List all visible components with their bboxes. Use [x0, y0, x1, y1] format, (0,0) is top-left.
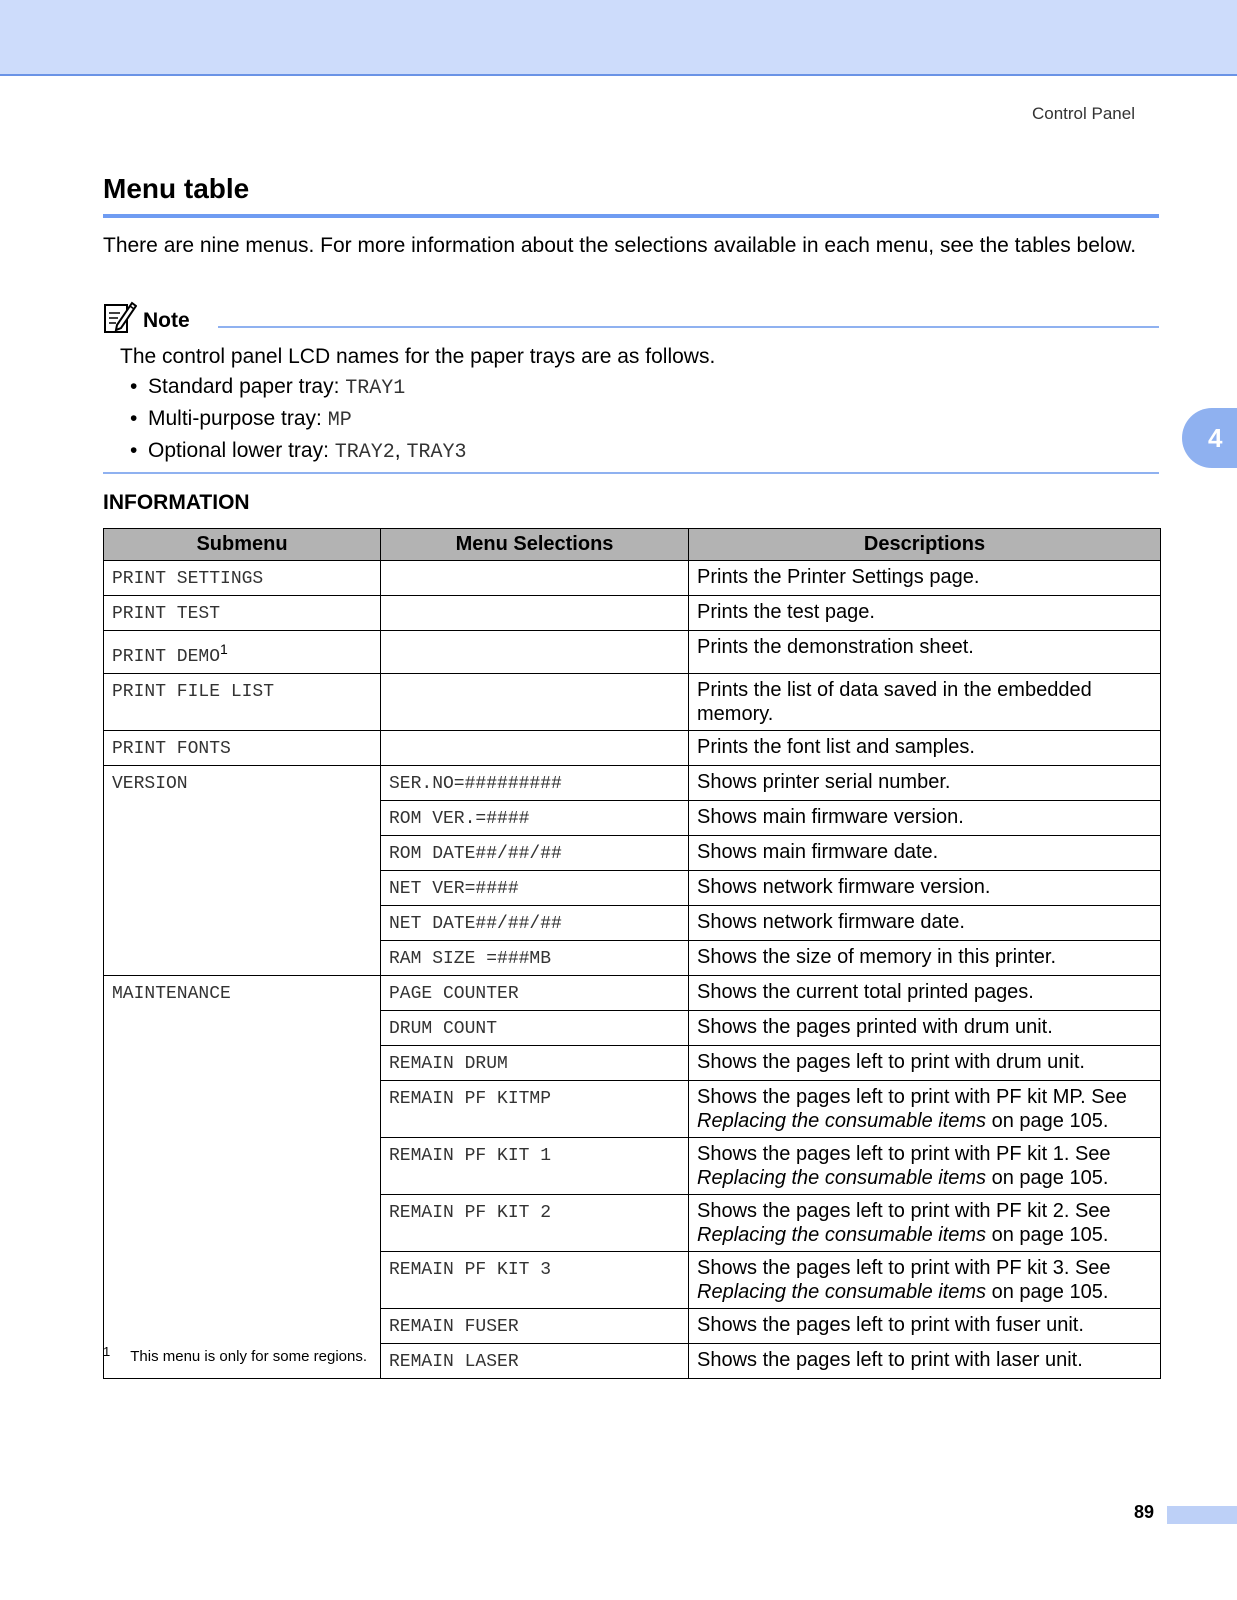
- submenu-cell: MAINTENANCE: [104, 976, 381, 1379]
- selection-cell: REMAIN PF KIT 2: [381, 1195, 689, 1252]
- chapter-tab: 4: [1182, 408, 1237, 468]
- title-rule: [103, 214, 1159, 218]
- selection-cell: REMAIN LASER: [381, 1344, 689, 1379]
- table-row: [104, 674, 1161, 731]
- description-cell: Shows network firmware version.: [689, 871, 1161, 906]
- submenu-cell: PRINT FONTS: [104, 731, 381, 766]
- selection-cell: REMAIN PF KIT 3: [381, 1252, 689, 1309]
- selection-cell: [381, 631, 689, 674]
- description-cell: Shows the pages left to print with laser unit.: [689, 1344, 1161, 1379]
- top-header-band: [0, 0, 1237, 76]
- selection-cell: [381, 731, 689, 766]
- note-end-rule: [103, 472, 1159, 474]
- note-item: • Standard paper tray: TRAY1: [130, 372, 715, 404]
- description-cell: Prints the demonstration sheet.: [689, 631, 1161, 674]
- selection-cell: REMAIN DRUM: [381, 1046, 689, 1081]
- description-cell: Prints the font list and samples.: [689, 731, 1161, 766]
- description-cell: Shows the pages left to print with drum unit.: [689, 1046, 1161, 1081]
- description-cell: Prints the test page.: [689, 596, 1161, 631]
- description-cell: Shows main firmware version.: [689, 801, 1161, 836]
- tray-code: TRAY3: [406, 441, 467, 464]
- table-row: [104, 976, 1161, 1011]
- description-cell: Shows the pages printed with drum unit.: [689, 1011, 1161, 1046]
- column-header: Submenu: [104, 529, 381, 561]
- tray-code: MP: [327, 409, 352, 432]
- description-cell: Shows the size of memory in this printer.: [689, 941, 1161, 976]
- note-lead: The control panel LCD names for the paper trays are as follows.: [120, 345, 716, 368]
- cross-reference: Replacing the consumable items: [697, 1224, 987, 1246]
- table-row: [104, 631, 1161, 674]
- cross-reference: Replacing the consumable items: [697, 1110, 987, 1132]
- note-pencil-icon: [103, 299, 137, 335]
- table-row: [104, 596, 1161, 631]
- footnote-number: 1: [103, 1344, 111, 1359]
- selection-cell: REMAIN PF KITMP: [381, 1081, 689, 1138]
- footnote-ref: 1: [220, 641, 228, 657]
- selection-cell: [381, 596, 689, 631]
- note-rule: [218, 326, 1159, 328]
- tray-code: TRAY2: [334, 441, 395, 464]
- submenu-cell: PRINT FILE LIST: [104, 674, 381, 731]
- column-header: Menu Selections: [381, 529, 689, 561]
- description-cell: Shows printer serial number.: [689, 766, 1161, 801]
- footnote: [103, 1344, 367, 1365]
- table-row: [104, 561, 1161, 596]
- menu-table: [103, 528, 1161, 1379]
- selection-cell: NET VER=####: [381, 871, 689, 906]
- description-cell: Shows the pages left to print with PF kit 3. See Replacing the consumable items on page 105.: [689, 1252, 1161, 1309]
- selection-cell: REMAIN FUSER: [381, 1309, 689, 1344]
- cross-reference: Replacing the consumable items: [697, 1167, 987, 1189]
- footnote-text: This menu is only for some regions.: [130, 1348, 367, 1365]
- column-header: Descriptions: [689, 529, 1161, 561]
- description-cell: Shows the pages left to print with PF kit 1. See Replacing the consumable items on page 105.: [689, 1138, 1161, 1195]
- submenu-cell: PRINT DEMO$^1$: [104, 631, 381, 674]
- description-cell: Shows the pages left to print with fuser unit.: [689, 1309, 1161, 1344]
- tray-code: TRAY1: [345, 377, 406, 400]
- table-row: [104, 766, 1161, 801]
- note-label: Note: [143, 309, 190, 332]
- table-row: [104, 731, 1161, 766]
- selection-cell: [381, 561, 689, 596]
- selection-cell: [381, 674, 689, 731]
- intro-paragraph: There are nine menus. For more information about the selections available in each menu, see the tables below.: [103, 234, 1137, 257]
- submenu-cell: PRINT TEST: [104, 596, 381, 631]
- selection-cell: DRUM COUNT: [381, 1011, 689, 1046]
- selection-cell: REMAIN PF KIT 1: [381, 1138, 689, 1195]
- description-cell: Prints the Printer Settings page.: [689, 561, 1161, 596]
- selection-cell: ROM DATE##/##/##: [381, 836, 689, 871]
- selection-cell: ROM VER.=####: [381, 801, 689, 836]
- table-header-row: [104, 529, 1161, 561]
- description-cell: Prints the list of data saved in the embedded memory.: [689, 674, 1161, 731]
- note-item: • Optional lower tray: TRAY2, TRAY3: [130, 436, 715, 468]
- selection-cell: RAM SIZE =###MB: [381, 941, 689, 976]
- note-item: • Multi-purpose tray: MP: [130, 404, 715, 436]
- note-list: [120, 372, 715, 468]
- selection-cell: PAGE COUNTER: [381, 976, 689, 1011]
- selection-cell: SER.NO=#########: [381, 766, 689, 801]
- note-header: [103, 299, 190, 335]
- section-title: Menu table: [103, 173, 250, 204]
- description-cell: Shows network firmware date.: [689, 906, 1161, 941]
- description-cell: Shows the pages left to print with PF kit MP. See Replacing the consumable items on page 105.: [689, 1081, 1161, 1138]
- description-cell: Shows main firmware date.: [689, 836, 1161, 871]
- page-number-bar: [1167, 1506, 1237, 1524]
- description-cell: Shows the pages left to print with PF kit 2. See Replacing the consumable items on page 105.: [689, 1195, 1161, 1252]
- description-cell: Shows the current total printed pages.: [689, 976, 1161, 1011]
- submenu-cell: VERSION: [104, 766, 381, 976]
- running-head: Control Panel: [1031, 104, 1135, 123]
- table-title: INFORMATION: [103, 491, 250, 514]
- note-body: [120, 342, 715, 468]
- cross-reference: Replacing the consumable items: [697, 1281, 987, 1303]
- selection-cell: NET DATE##/##/##: [381, 906, 689, 941]
- page-number: 89: [1134, 1502, 1155, 1522]
- submenu-cell: PRINT SETTINGS: [104, 561, 381, 596]
